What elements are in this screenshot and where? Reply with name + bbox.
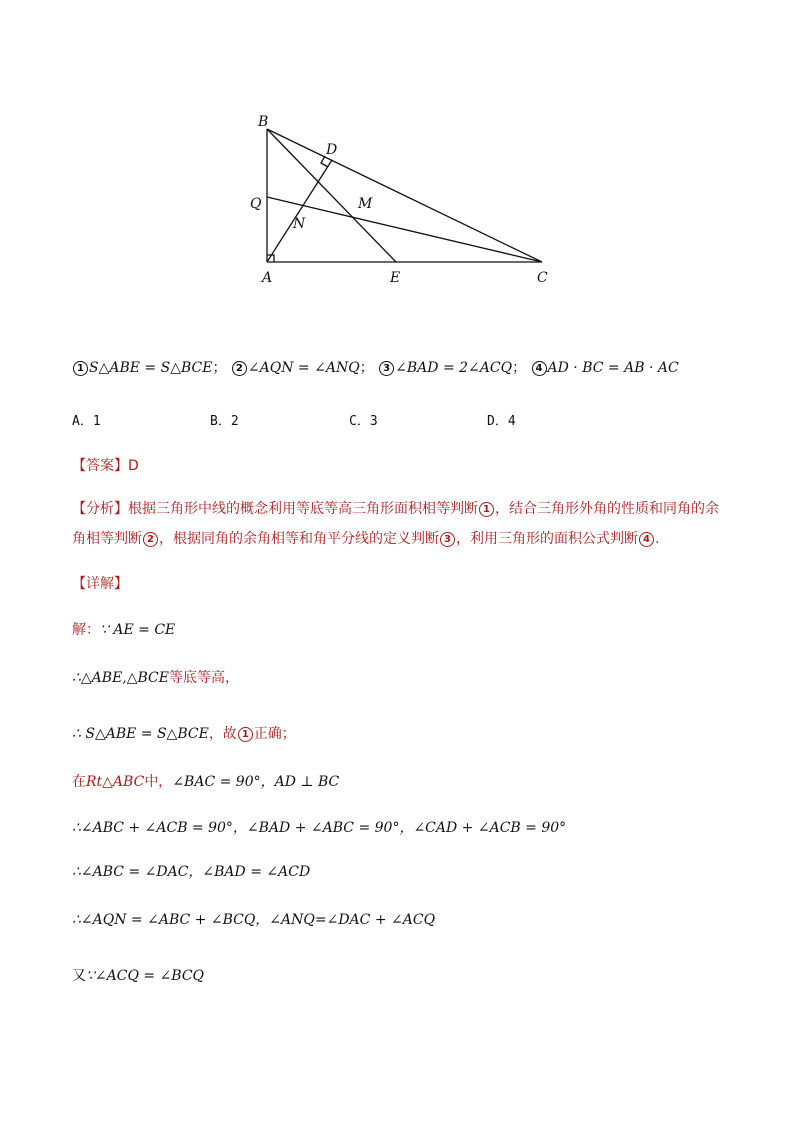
circled-number: 1	[238, 727, 253, 742]
detail-math: ∴ S△ABE = S△BCE	[72, 726, 209, 742]
label-q: Q	[250, 196, 262, 212]
analysis-text: ，结合三角形外角的性质和同角的余角相等判断	[72, 501, 719, 547]
statement-2: ∠AQN = ∠ANQ	[247, 360, 360, 376]
detail-math: ∴∠ABC + ∠ACB = 90°，∠BAD + ∠ABC = 90°，∠CAD + ∠ACB = 90°	[72, 820, 567, 836]
detail-tag: 【详解】	[72, 576, 128, 592]
choice-b[interactable]	[210, 410, 239, 429]
circled-number: 2	[143, 532, 158, 547]
statements-line	[72, 358, 679, 378]
detail-math: ∵∠ACQ = ∠BCQ	[86, 968, 205, 984]
separator: ；	[359, 360, 374, 376]
statement-4: AD · BC = AB · AC	[547, 360, 679, 376]
label-d: D	[326, 142, 338, 158]
statement-1: S△ABE = S△BCE	[89, 360, 213, 376]
triangle-diagram	[240, 100, 570, 300]
detail-text: 正确；	[253, 726, 296, 742]
label-a: A	[262, 270, 273, 286]
choice-letter: D．	[487, 414, 508, 429]
analysis-text: ，根据同角的余角相等和角平分线的定义判断	[159, 531, 439, 547]
analysis-paragraph	[72, 494, 732, 554]
circled-number: 3	[440, 532, 455, 547]
choice-d[interactable]	[487, 410, 516, 429]
detail-math: Rt△ABC	[86, 774, 145, 790]
label-b: B	[258, 114, 269, 130]
circled-number: 4	[639, 532, 654, 547]
statement-3: ∠BAD = 2∠ACQ	[395, 360, 513, 376]
detail-line-3	[72, 724, 296, 744]
segment-bc	[267, 129, 542, 262]
detail-text: 又	[72, 968, 86, 984]
analysis-text: ，利用三角形的面积公式判断	[456, 531, 638, 547]
choice-a[interactable]	[72, 410, 101, 429]
choice-value: 4	[507, 414, 516, 429]
detail-line-4	[72, 772, 339, 792]
detail-line-5	[72, 818, 566, 838]
circled-number: 4	[532, 361, 547, 376]
detail-line-8	[72, 966, 204, 986]
answer-tag: 【答案】	[72, 458, 128, 474]
detail-text: 中，	[144, 774, 173, 790]
label-c: C	[537, 270, 548, 286]
circled-number: 1	[479, 502, 494, 517]
choice-c[interactable]	[349, 410, 378, 429]
detail-text: 解：	[72, 622, 100, 638]
detail-math: ∴△ABE,△BCE	[72, 670, 169, 686]
geometry-figure	[240, 100, 570, 300]
circled-number: 2	[232, 361, 247, 376]
detail-line-1	[72, 620, 175, 640]
detail-math: ∴∠ABC = ∠DAC，∠BAD = ∠ACD	[72, 864, 311, 880]
choice-value: 3	[369, 414, 378, 429]
detail-text: 等底等高，	[169, 670, 239, 686]
separator: ；	[512, 360, 527, 376]
segment-qc	[267, 197, 542, 262]
circled-number: 3	[379, 361, 394, 376]
answer-value: D	[128, 458, 139, 474]
detail-text: ，故	[208, 726, 237, 742]
detail-line-2	[72, 668, 239, 688]
label-n: N	[293, 216, 306, 232]
analysis-text: .	[655, 531, 660, 547]
analysis-tag: 【分析】	[72, 501, 128, 517]
detail-math: ∴∠AQN = ∠ABC + ∠BCQ，∠ANQ=∠DAC + ∠ACQ	[72, 912, 436, 928]
circled-number: 1	[73, 361, 88, 376]
answer-line	[72, 456, 139, 476]
choice-letter: A．	[72, 414, 93, 429]
choice-letter: C．	[349, 414, 370, 429]
label-e: E	[390, 270, 401, 286]
detail-line-7	[72, 910, 435, 930]
detail-math: ∵ AE = CE	[100, 622, 176, 638]
choice-value: 2	[230, 414, 239, 429]
detail-line-6	[72, 862, 310, 882]
segment-ad	[267, 160, 332, 262]
label-m: M	[358, 196, 373, 212]
detail-text: 在	[72, 774, 86, 790]
separator: ；	[212, 360, 227, 376]
choice-value: 1	[92, 414, 101, 429]
analysis-text: 根据三角形中线的概念利用等底等高三角形面积相等判断	[128, 501, 478, 517]
choice-letter: B．	[210, 414, 231, 429]
detail-math: ∠BAC = 90°，AD ⊥ BC	[172, 774, 340, 790]
